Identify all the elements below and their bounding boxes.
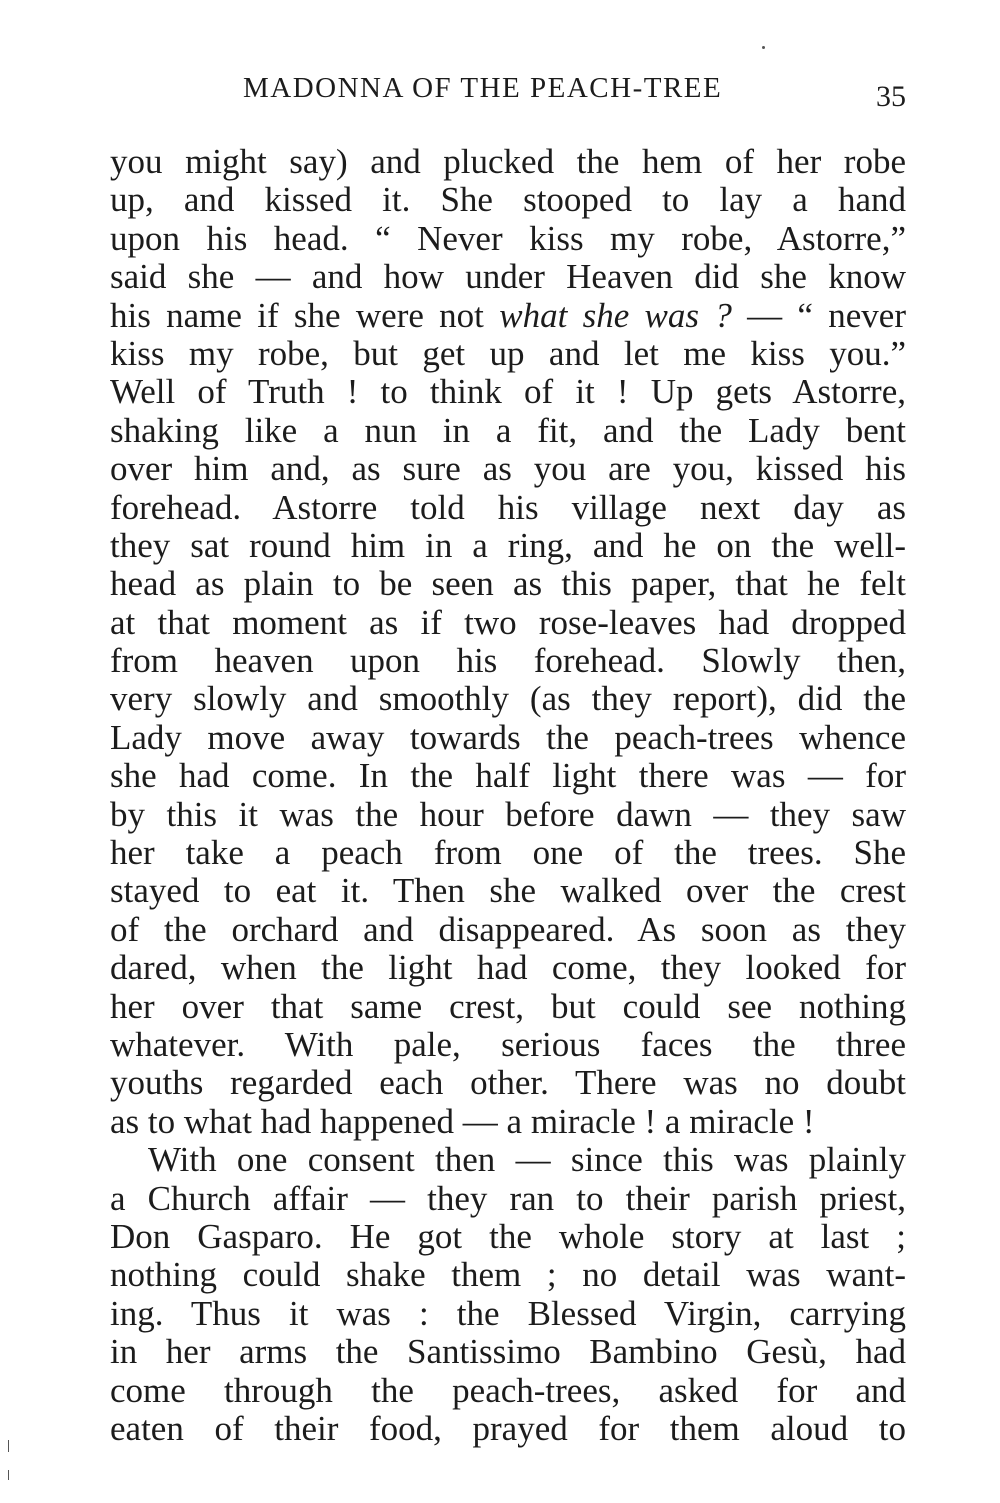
text-line: upon his head. “ Never kiss my robe, Astorre,” xyxy=(110,219,906,258)
text-line: by this it was the hour before dawn — they saw xyxy=(110,795,906,834)
scan-mark xyxy=(8,1470,9,1480)
text-line: they sat round him in a ring, and he on the well- xyxy=(110,526,906,565)
text-line: nothing could shake them ; no detail was want- xyxy=(110,1256,906,1295)
text-line: stayed to eat it. Then she walked over the crest xyxy=(110,872,906,911)
text-run: his name if she were not xyxy=(110,296,500,335)
text-line: over him and, as sure as you are you, kissed his xyxy=(110,450,906,489)
text-line: her over that same crest, but could see nothing xyxy=(110,987,906,1026)
text-line: her take a peach from one of the trees. She xyxy=(110,834,906,873)
text-line: ing. Thus it was : the Blessed Virgin, carrying xyxy=(110,1294,906,1333)
text-line: said she — and how under Heaven did she know xyxy=(110,258,906,297)
italic-run: what she was ? xyxy=(499,296,732,335)
page-number: 35 xyxy=(876,80,906,113)
text-line: from heaven upon his forehead. Slowly then, xyxy=(110,642,906,681)
text-line: dared, when the light had come, they looked for xyxy=(110,949,906,988)
text-line: head as plain to be seen as this paper, that he felt xyxy=(110,565,906,604)
text-line: kiss my robe, but get up and let me kiss you.” xyxy=(110,334,906,373)
text-line: at that moment as if two rose-leaves had dropped xyxy=(110,603,906,642)
body-text xyxy=(110,143,906,1448)
text-line: in her arms the Santissimo Bambino Gesù, had xyxy=(110,1333,906,1372)
text-line: shaking like a nun in a fit, and the Lady bent xyxy=(110,411,906,450)
text-line: very slowly and smoothly (as they report), did the xyxy=(110,680,906,719)
running-title: MADONNA OF THE PEACH-TREE xyxy=(243,72,723,104)
text-line: Well of Truth ! to think of it ! Up gets Astorre, xyxy=(110,373,906,412)
text-line xyxy=(110,297,906,335)
running-head xyxy=(110,72,906,112)
text-line: eaten of their food, prayed for them aloud to xyxy=(110,1409,906,1448)
text-line: of the orchard and disappeared. As soon as they xyxy=(110,910,906,949)
text-line: you might say) and plucked the hem of her robe xyxy=(110,143,906,181)
scan-mark xyxy=(8,1440,9,1452)
text-line: Lady move away towards the peach-trees whence xyxy=(110,718,906,757)
text-line: youths regarded each other. There was no doubt xyxy=(110,1064,906,1103)
text-run: — “ never xyxy=(731,296,906,335)
paragraph-end-line: as to what had happened — a miracle ! a miracle ! xyxy=(110,1102,815,1141)
text-line: whatever. With pale, serious faces the three xyxy=(110,1025,906,1064)
text-line: forehead. Astorre told his village next day as xyxy=(110,488,906,527)
text-line: she had come. In the half light there was — for xyxy=(110,757,906,796)
text-line: a Church affair — they ran to their parish priest, xyxy=(110,1179,906,1218)
paragraph-start-line: With one consent then — since this was plainly xyxy=(148,1141,906,1180)
scan-speck xyxy=(762,46,765,49)
text-line: come through the peach-trees, asked for and xyxy=(110,1371,906,1410)
text-line: up, and kissed it. She stooped to lay a hand xyxy=(110,181,906,220)
text-line: Don Gasparo. He got the whole story at last ; xyxy=(110,1217,906,1256)
